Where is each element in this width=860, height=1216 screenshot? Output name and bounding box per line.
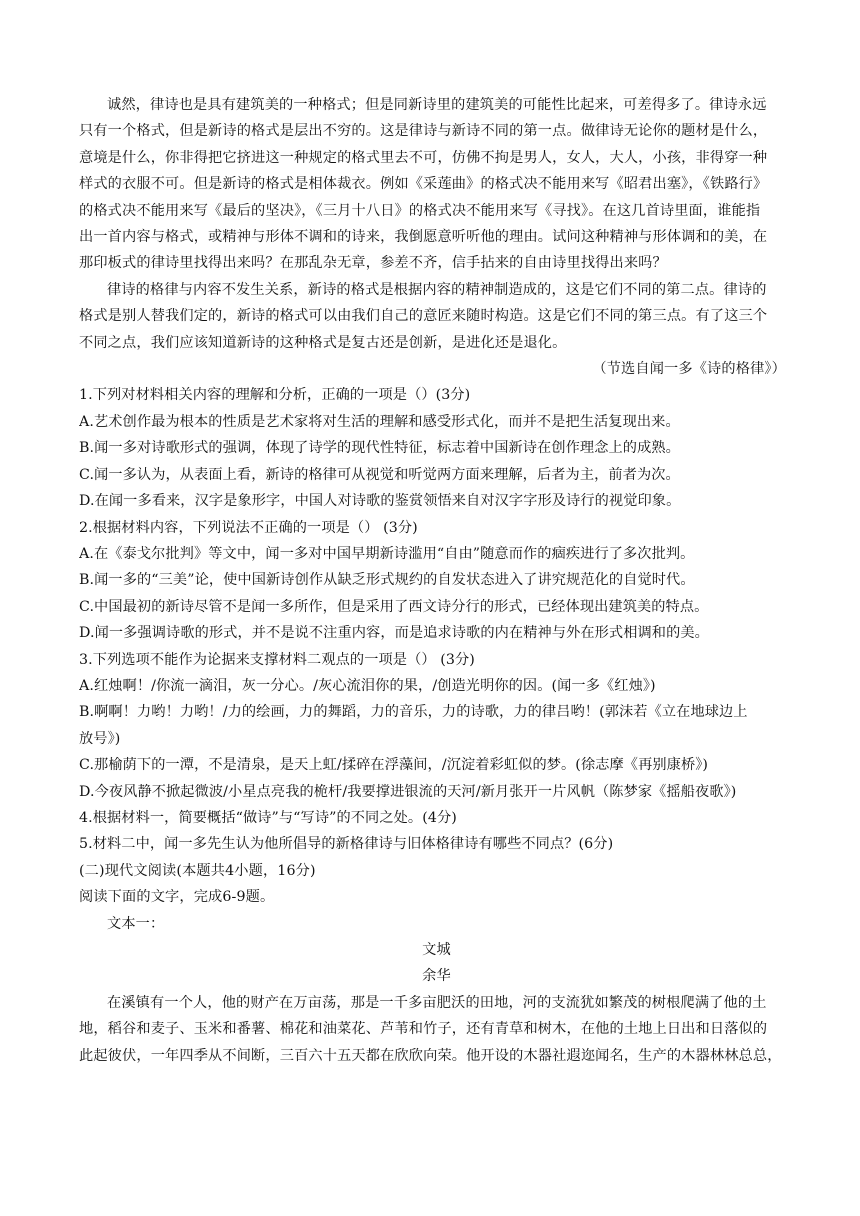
story-title: 文城	[422, 942, 451, 958]
option-3b-continued: 放号》)	[79, 730, 121, 747]
paragraph-line: 样式的衣服不可。但是新诗的格式是相体裁衣。例如《采莲曲》的格式决不能用来写《昭君出塞》，《铁路行》	[79, 176, 768, 193]
question-3: 3.下列选项不能作为论据来支撑材料二观点的一项是（） (3分)	[79, 651, 475, 668]
option-2c: C.中国最初的新诗尽管不是闻一多所作，但是采用了西文诗分行的形式，已经体现出建筑美的特点。	[79, 598, 709, 615]
text-label: 文本一：	[107, 915, 165, 932]
question-1: 1.下列对材料相关内容的理解和分析，正确的一项是（）(3分)	[79, 387, 471, 404]
option-3a: A.红烛啊！/你流一滴泪，灰一分心。/灰心流泪你的果，/创造光明你的因。(闻一多《红烛》)	[79, 677, 656, 694]
question-4: 4.根据材料一，简要概括“做诗”与“写诗”的不同之处。(4分)	[79, 809, 457, 826]
story-author: 余华	[422, 968, 451, 985]
paragraph-line: 出一首内容与格式，或精神与形体不调和的诗来，我倒愿意听听他的理由。试问这种精神与形体调和的美，在	[79, 229, 768, 246]
passage-paragraph-2	[79, 277, 794, 356]
passage-paragraph-1	[79, 92, 794, 277]
source-citation: （节选自闻一多《诗的格律》）	[592, 361, 786, 378]
paragraph-line: 诚然，律诗也是具有建筑美的一种格式；但是同新诗里的建筑美的可能性比起来，可差得多了。律诗永远	[107, 97, 767, 113]
story-paragraph	[79, 990, 794, 1069]
paragraph-line: 格式是别人替我们定的，新诗的格式可以由我们自己的意匠来随时构造。这是它们不同的第三点。有了这三个	[79, 308, 768, 325]
paragraph-line: 意境是什么，你非得把它挤进这一种规定的格式里去不可，仿佛不拘是男人，女人，大人，小孩，非得穿一种	[79, 149, 768, 166]
section-instruction: 阅读下面的文字，完成6-9题。	[79, 889, 275, 906]
paragraph-line: 地，稻谷和麦子、玉米和番薯、棉花和油菜花、芦苇和竹子，还有青草和树木，在他的土地上日出和日落似的	[79, 1021, 768, 1038]
question-5: 5.材料二中，闻一多先生认为他所倡导的新格律诗与旧体格律诗有哪些不同点？(6分)	[79, 836, 614, 853]
question-2: 2.根据材料内容，下列说法不正确的一项是（） (3分)	[79, 519, 418, 536]
paragraph-line: 的格式决不能用来写《最后的坚决》，《三月十八日》的格式决不能用来写《寻找》。在这几首诗里面，谁能指	[79, 202, 761, 219]
option-2a: A.在《泰戈尔批判》等文中，闻一多对中国早期新诗滥用“自由”随意而作的痼疾进行了多次批判。	[79, 545, 695, 562]
paragraph-line: 那印板式的律诗里找得出来吗？在那乱杂无章，参差不齐，信手拈来的自由诗里找得出来吗？	[79, 255, 667, 272]
option-2b: B.闻一多的“三美”论，使中国新诗创作从缺乏形式规约的自发状态进入了讲究规范化的自觉时代。	[79, 572, 695, 589]
paragraph-line: 在溪镇有一个人，他的财产在万亩荡，那是一千多亩肥沃的田地，河的支流犹如繁茂的树根爬满了他的土	[107, 994, 767, 1011]
option-1c: C.闻一多认为，从表面上看，新诗的格律可从视觉和听觉两方面来理解，后者为主，前者为次。	[79, 466, 680, 483]
option-3b: B.啊啊！力哟！力哟！/力的绘画，力的舞蹈，力的音乐，力的诗歌，力的律吕哟！(郭沫若《立在地球边上	[79, 704, 748, 721]
paragraph-line: 律诗的格律与内容不发生关系，新诗的格式是根据内容的精神制造成的，这是它们不同的第二点。律诗的	[107, 281, 767, 298]
section-heading: (二)现代文阅读(本题共4小题，16分)	[79, 862, 316, 879]
option-1d: D.在闻一多看来，汉字是象形字，中国人对诗歌的鉴赏领悟来自对汉字字形及诗行的视觉印象。	[79, 493, 681, 510]
option-3c: C.那榆荫下的一潭，不是清泉，是天上虹/揉碎在浮藻间，/沉淀着彩虹似的梦。(徐志摩《再别康桥》)	[79, 757, 709, 774]
option-2d: D.闻一多强调诗歌的形式，并不是说不注重内容，而是追求诗歌的内在精神与外在形式相调和的美。	[79, 625, 709, 642]
paragraph-line: 只有一个格式，但是新诗的格式是层出不穷的。这是律诗与新诗不同的第一点。做律诗无论你的题材是什么，	[79, 123, 768, 140]
option-1a: A.艺术创作最为根本的性质是艺术家将对生活的理解和感受形式化，而并不是把生活复现出来。	[79, 413, 680, 430]
paragraph-line: 不同之点，我们应该知道新诗的这种格式是复古还是创新，是进化还是退化。	[79, 334, 567, 351]
option-1b: B.闻一多对诗歌形式的强调，体现了诗学的现代性特征，标志着中国新诗在创作理念上的成熟。	[79, 440, 680, 457]
paragraph-line: 此起彼伏，一年四季从不间断，三百六十五天都在欣欣向荣。他开设的木器社遐迩闻名，生产的木器林林总总，	[79, 1047, 782, 1064]
question-list	[79, 382, 794, 857]
option-3d: D.今夜风静不掀起微波/小星点亮我的桅杆/我要撑进银流的天河/新月张开一片风帆（陈梦家《摇船夜歌》)	[79, 783, 737, 800]
